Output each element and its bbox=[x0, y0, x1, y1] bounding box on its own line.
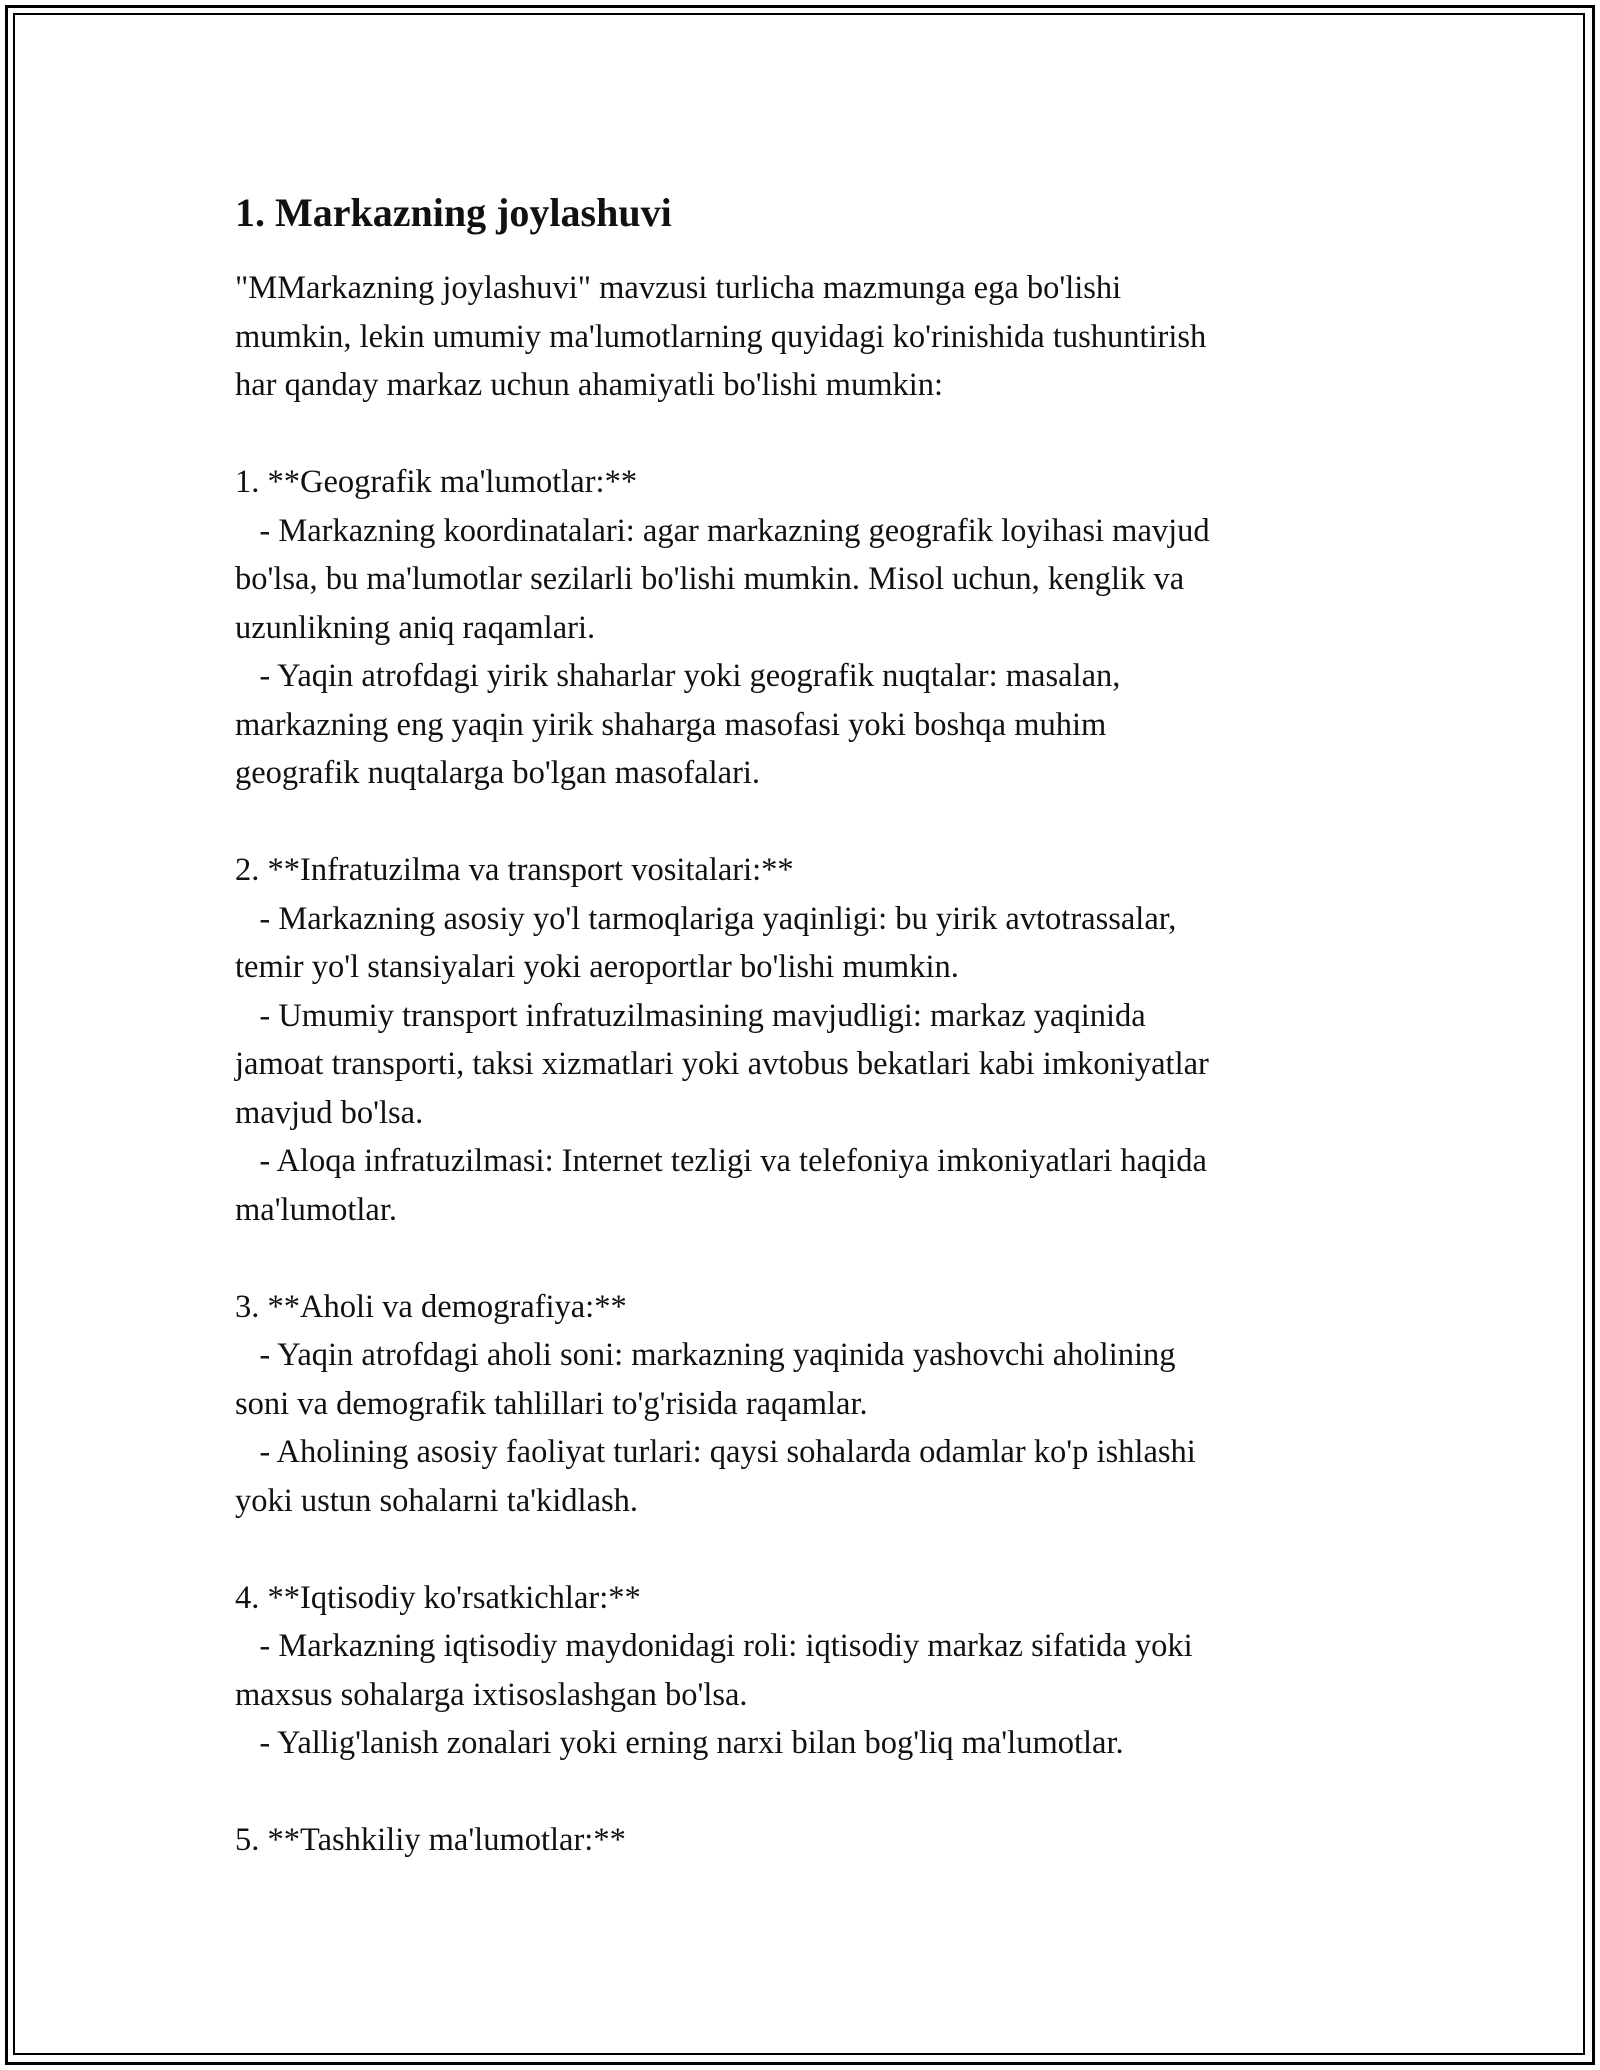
page-title: 1. Markazning joylashuvi bbox=[235, 190, 672, 235]
document-content bbox=[235, 184, 1360, 1865]
document-body: "MMarkazning joylashuvi" mavzusi turlicha mazmunga ega bo'lishi mumkin, lekin umumiy ma'lumotlarning quyidagi ko'rinishida tushuntirish har qanday markaz uchun ahamiyatli bo'lishi mumkin: 1. **Geografik ma'lumotlar:** - Markazning koordinatalari: agar markazning geografik loyihasi mavjud bo'lsa, bu ma'lumotlar sezilarli bo'lishi mumkin. Misol uchun, kenglik va uzunlikning aniq raqamlari. - Yaqin atrofdagi yirik shaharlar yoki geografik nuqtalar: masalan, markazning eng yaqin yirik shaharga masofasi yoki boshqa muhim geografik nuqtalarga bo'lgan masofalari. 2. **Infratuzilma va transport vositalari:** - Markazning asosiy yo'l tarmoqlariga yaqinligi: bu yirik avtotrassalar, temir yo'l stansiyalari yoki aeroportlar bo'lishi mumkin. - Umumiy transport infratuzilmasining mavjudligi: markaz yaqinida jamoat transporti, taksi xizmatlari yoki avtobus bekatlari kabi imkoniyatlar mavjud bo'lsa. - Aloqa infratuzilmasi: Internet tezligi va telefoniya imkoniyatlari haqida ma'lumotlar. 3. **Aholi va demografiya:** - Yaqin atrofdagi aholi soni: markazning yaqinida yashovchi aholining soni va demografik tahlillari to'g'risida raqamlar. - Aholining asosiy faoliyat turlari: qaysi sohalarda odamlar ko'p ishlashi yoki ustun sohalarni ta'kidlash. 4. **Iqtisodiy ko'rsatkichlar:** - Markazning iqtisodiy maydonidagi roli: iqtisodiy markaz sifatida yoki maxsus sohalarga ixtisoslashgan bo'lsa. - Yallig'lanish zonalari yoki erning narxi bilan bog'liq ma'lumotlar. 5. **Tashkiliy ma'lumotlar:** bbox=[235, 270, 1210, 1858]
